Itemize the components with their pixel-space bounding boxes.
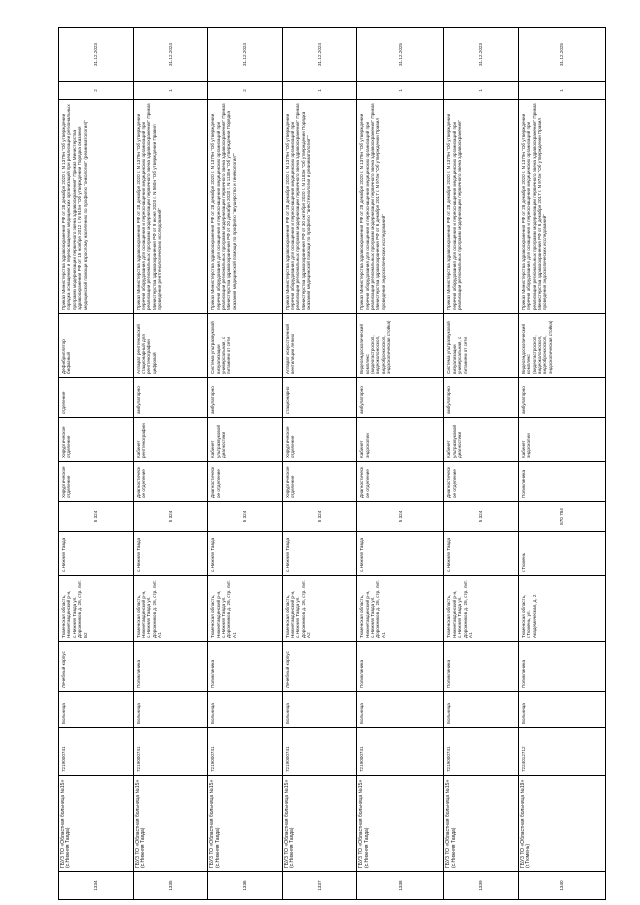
department-cell: Диагностическое отделение — [208, 462, 283, 502]
regulation-reference-cell: Приказ Министерства здравоохранения РФ от 28 декабря 2020 г. N 1379н "Об утверждении порядка оснащения и переоснащения медицинских организаций при реализации региональных программ модернизации первичного звена здравоохранения" Приказ Министерства здравоохранения РФ от 15 ноября 2012 г. N 915н "Об утверждении Порядка оказания медицинской помощи взрослому населению по профилю "онкология" (реаниматология)" — [59, 100, 134, 314]
settlement-cell: с.Нижняя Тавда — [282, 532, 357, 576]
sub-department-cell: Кабинет рентгенографии — [133, 418, 208, 462]
equipment-name-cell: Дефибриллятор бифазный — [59, 314, 134, 378]
inn-code-cell: 7219000741 — [208, 728, 283, 776]
table-row — [518, 28, 605, 900]
address-cell: Тюменская область, Нижнетавдинский р-н, с.Нижняя Тавда ул. Дорожников д. 26, стр. лит. А1 — [133, 576, 208, 642]
organization-name-cell: ГБУЗ ТО «Областная больница №15» (с.Нижняя Тавда) — [59, 776, 134, 872]
inn-code-cell: 7219000741 — [444, 728, 519, 776]
facility-type-cell: Больница — [133, 692, 208, 728]
population-cell: 5 324 — [59, 502, 134, 532]
care-mode-cell: амбулаторно — [357, 378, 444, 418]
table-row — [208, 28, 283, 900]
address-cell: Тюменская область, Нижнетавдинский р-н, с.Нижняя Тавда ул. Дорожников д. 26, стр. лит. А1 — [208, 576, 283, 642]
quantity-cell: 1 — [444, 82, 519, 100]
sub-department-cell: Хирургическое отделение — [282, 418, 357, 462]
sub-department-cell: Кабинет ультразвуковой диагностики — [208, 418, 283, 462]
regulation-reference-cell: Приказ Министерства здравоохранения РФ от 28 декабря 2020 г. N 1379н "Об утверждении перечня оборудования для оснащения и переоснащения медицинских организаций при реализации региональных программ модернизации первичного звена здравоохранения" Приказ Министерства здравоохранения РФ от 9 июня 2020 г. N 560н "Об утверждении Правил проведения рентгенологических исследований" — [133, 100, 208, 314]
organization-name-cell: ГБУЗ ТО «Областная больница №15» (с.Нижняя Тавда) — [444, 776, 519, 872]
inn-code-cell: 7224012712 — [518, 728, 605, 776]
settlement-cell: с.Нижняя Тавда — [59, 532, 134, 576]
organization-name-cell: ГБУЗ ТО «Областная больница №15» (с.Нижняя Тавда) — [357, 776, 444, 872]
organization-name-cell: ГБУЗ ТО «Областная больница №15» (с.Нижняя Тавда) — [133, 776, 208, 872]
quantity-cell: 1 — [133, 82, 208, 100]
quantity-cell: 1 — [518, 82, 605, 100]
table-row — [357, 28, 444, 900]
facility-type-cell: Больница — [208, 692, 283, 728]
settlement-cell: с.Нижняя Тавда — [444, 532, 519, 576]
deadline-date-cell: 31.12.2024 — [208, 28, 283, 82]
facility-type-cell: Больница — [357, 692, 444, 728]
quantity-cell: 2 — [59, 82, 134, 100]
sub-department-cell: Кабинет ультразвуковой диагностики — [444, 418, 519, 462]
facility-type-cell: Больница — [518, 692, 605, 728]
address-cell: Тюменская область, Нижнетавдинский р-н, с.Нижняя Тавда ул. Дорожников д. 26, стр. лит. А1 — [444, 576, 519, 642]
population-cell: 5 324 — [357, 502, 444, 532]
row-number-cell: 1340 — [518, 872, 605, 900]
equipment-name-cell: Система ультразвуковой визуализации универсальная, с питанием от сети — [208, 314, 283, 378]
care-mode-cell: амбулаторно — [133, 378, 208, 418]
row-number-cell: 1335 — [133, 872, 208, 900]
population-cell: 5 324 — [133, 502, 208, 532]
regulation-reference-cell: Приказ Министерства здравоохранения РФ от 28 декабря 2020 г. N 1379н "Об утверждении перечня оборудования для оснащения и переоснащения медицинских организаций при реализации региональных программ модернизации первичного звена здравоохранения" Приказ Министерства здравоохранения РФ от 30 октября 2020 г. N 1183н "Об утверждении Порядка оказания медицинской помощи по профилю "анестезиология и реаниматология"" — [282, 100, 357, 314]
row-number-cell: 1334 — [59, 872, 134, 900]
regulation-reference-cell: Приказ Министерства здравоохранения РФ от 28 декабря 2020 г. N 1379н "Об утверждении перечня оборудования для оснащения и переоснащения медицинских организаций при реализации региональных программ модернизации первичного звена здравоохранения" Приказ Министерства здравоохранения РФ от 6 декабря 2017 г. N 974н "Об утверждении Правил проведения эндоскопических исследований" — [357, 100, 444, 314]
settlement-cell: с.Нижняя Тавда — [208, 532, 283, 576]
population-cell: 870 784 — [518, 502, 605, 532]
address-cell: Тюменская область, Нижнетавдинский р-н, с.Нижняя Тавда ул. Дорожников д. 26, стр. лит. А2 — [282, 576, 357, 642]
deadline-date-cell: 31.12.2025 — [357, 28, 444, 82]
inn-code-cell: 7219000741 — [59, 728, 134, 776]
deadline-date-cell: 31.12.2025 — [518, 28, 605, 82]
settlement-cell: г.Тюмень — [518, 532, 605, 576]
deadline-date-cell: 31.12.2024 — [282, 28, 357, 82]
care-mode-cell: стационарно — [282, 378, 357, 418]
equipment-name-cell: Аппарат рентгеновский стационарный для рентгенографии цифровой — [133, 314, 208, 378]
building-type-cell: Поликлиника — [208, 642, 283, 692]
table-row — [59, 28, 134, 900]
care-mode-cell: амбулаторно — [208, 378, 283, 418]
building-type-cell: Поликлиника — [518, 642, 605, 692]
building-type-cell: Поликлиника — [133, 642, 208, 692]
department-cell: Хирургическое отделение — [59, 462, 134, 502]
address-cell: Тюменская область, Нижнетавдинский р-н, с.Нижняя Тавда ул. Дорожников д. 26, стр. лит. А1 — [357, 576, 444, 642]
table-body — [59, 28, 606, 900]
facility-type-cell: Больница — [59, 692, 134, 728]
building-type-cell: Поликлиника — [357, 642, 444, 692]
organization-name-cell: ГБУЗ ТО «Областная больница №15» (с.Нижняя Тавда) — [282, 776, 357, 872]
row-number-cell: 1338 — [357, 872, 444, 900]
inn-code-cell: 7219000741 — [357, 728, 444, 776]
deadline-date-cell: 31.12.2024 — [133, 28, 208, 82]
equipment-name-cell: Видеоэндоскопический комплекс (видеогастроскоп, видеоколоноскоп, видеобронхоскоп, эндоскопическая стойка) — [357, 314, 444, 378]
regulation-reference-cell: Приказ Министерства здравоохранения РФ от 28 декабря 2020 г. N 1379н "Об утверждении перечня оборудования для оснащения и переоснащения медицинских организаций при реализации региональных программ модернизации первичного звена здравоохранения" Приказ Министерства здравоохранения РФ от 20 декабря 2020 г. N 1135н "Об утверждении Порядка оказания медицинской помощи по профилю "акушерство и гинекология"" — [208, 100, 283, 314]
quantity-cell: 1 — [357, 82, 444, 100]
row-number-cell: 1339 — [444, 872, 519, 900]
department-cell: Поликлиника — [518, 462, 605, 502]
deadline-date-cell: 31.12.2023 — [59, 28, 134, 82]
population-cell: 5 324 — [444, 502, 519, 532]
sub-department-cell: Кабинет эндоскопии — [518, 418, 605, 462]
department-cell: Хирургическое отделение — [282, 462, 357, 502]
deadline-date-cell: 31.12.2023 — [444, 28, 519, 82]
population-cell: 5 324 — [282, 502, 357, 532]
regulation-reference-cell: Приказ Министерства здравоохранения РФ от 28 декабря 2020 г. N 1379н "Об утверждении перечня оборудования для оснащения и переоснащения медицинских организаций при реализации региональных программ модернизации первичного звена здравоохранения" — [444, 100, 519, 314]
department-cell: Диагностическое отделение — [133, 462, 208, 502]
building-type-cell: Поликлиника — [444, 642, 519, 692]
quantity-cell: 1 — [282, 82, 357, 100]
table-row — [444, 28, 519, 900]
organization-name-cell: ГБУЗ ТО «Областная больница №15» (с.Нижняя Тавда) — [208, 776, 283, 872]
facility-type-cell: Больница — [444, 692, 519, 728]
address-cell: Тюменская область, г.Тюмень, ул. Академическая, д. 2 — [518, 576, 605, 642]
department-cell: Диагностическое отделение — [444, 462, 519, 502]
sub-department-cell: Хирургическое отделение — [59, 418, 134, 462]
address-cell: Тюменская область, Нижнетавдинский р-н, с.Нижняя Тавда ул. Дорожников д. 26, стр. лит. Б2 — [59, 576, 134, 642]
equipment-table — [58, 27, 606, 900]
settlement-cell: с.Нижняя Тавда — [357, 532, 444, 576]
table-row — [133, 28, 208, 900]
equipment-name-cell: Видеоэндоскопический комплекс (видеогастроскоп, видеоколоноскоп, видеобронхоскоп, эндоскопическая стойка) — [518, 314, 605, 378]
inn-code-cell: 7219000741 — [282, 728, 357, 776]
facility-type-cell: Больница — [282, 692, 357, 728]
sub-department-cell: Кабинет эндоскопии — [357, 418, 444, 462]
quantity-cell: 2 — [208, 82, 283, 100]
table-row — [282, 28, 357, 900]
care-mode-cell: отделение — [59, 378, 134, 418]
row-number-cell: 1337 — [282, 872, 357, 900]
equipment-name-cell: Аппарат искусственной вентиляции легких — [282, 314, 357, 378]
building-type-cell: Лечебный корпус — [282, 642, 357, 692]
row-number-cell: 1336 — [208, 872, 283, 900]
building-type-cell: Лечебный корпус — [59, 642, 134, 692]
population-cell: 5 324 — [208, 502, 283, 532]
equipment-name-cell: Система ультразвуковой визуализации универсальная, с питанием от сети — [444, 314, 519, 378]
rotated-table-wrapper — [58, 34, 606, 900]
care-mode-cell: амбулаторно — [518, 378, 605, 418]
settlement-cell: с.Нижняя Тавда — [133, 532, 208, 576]
regulation-reference-cell: Приказ Министерства здравоохранения РФ от 28 декабря 2020 г. N 1379н "Об утверждении перечня оборудования для оснащения и переоснащения медицинских организаций при реализации региональных программ модернизации первичного звена здравоохранения" Приказ Министерства здравоохранения РФ от 6 декабря 2017 г. N 974н "Об утверждении Правил проведения эндоскопических исследований" — [518, 100, 605, 314]
department-cell: Диагностическое отделение — [357, 462, 444, 502]
organization-name-cell: ГБУЗ ТО «Областная больница №19» (г.Тюмень) — [518, 776, 605, 872]
care-mode-cell: амбулаторно — [444, 378, 519, 418]
inn-code-cell: 7219000741 — [133, 728, 208, 776]
